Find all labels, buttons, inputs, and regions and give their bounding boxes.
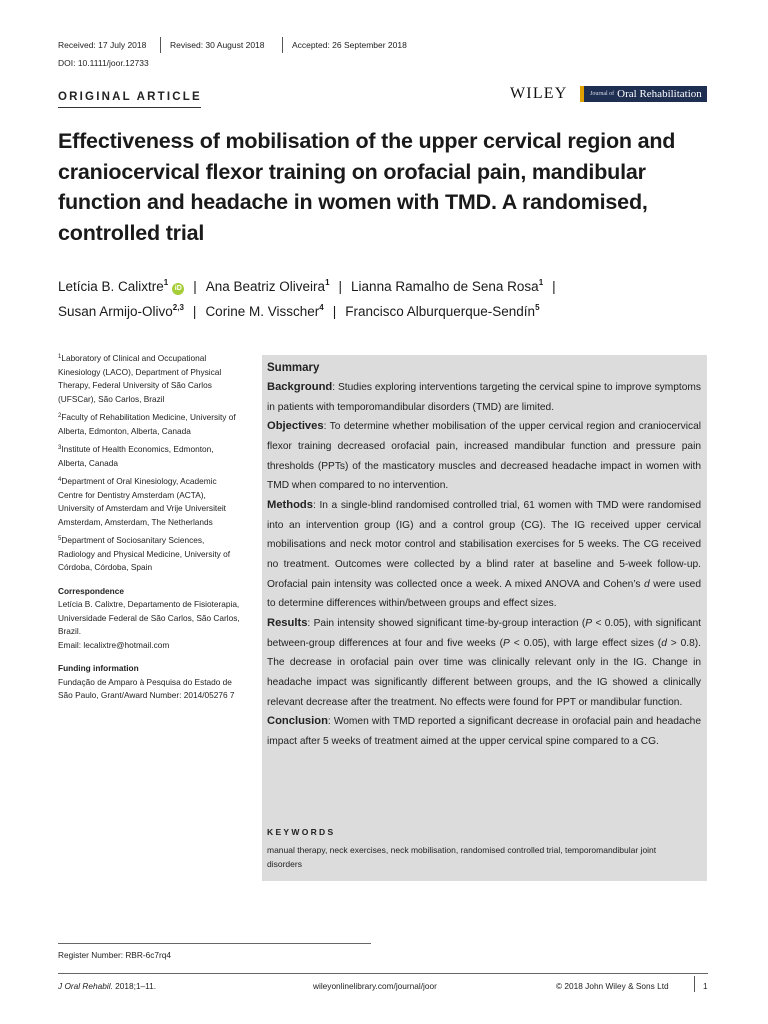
affiliation: $^4$Department of Oral Kinesiology, Academic Centre for Dentistry Amsterdam (ACTA), University of Amsterdam and Vrije Universiteit Amsterdam, Amsterdam, The Netherlands [58, 476, 226, 527]
summary-methods: Methods: In a single-blind randomised controlled trial, 61 women with TMD were randomised into an intervention group (IG) and a control group (CG). The IG received upper cervical mobilisations and neck motor control and stabilisation exercises for 5 weeks. The CG received no treatment. Outcomes were collected by a blind rater at baseline and 5-week follow-up. Orofacial pain intensity was collected once a week. A mixed ANOVA and Cohen’s d were used to determine differences within/between groups and effect sizes. [267, 498, 701, 610]
summary-objectives: Objectives: To determine whether mobilisation of the upper cervical region and craniocervical flexor training decreased orofacial pain, increased mandibular function and pressure pain thresholds (PPTs) of the masticatory muscles and decreased headache impact in women with TMD when compared to no intervention. [267, 420, 701, 492]
funding-label: Funding information [58, 663, 139, 673]
summary-box [262, 355, 707, 881]
author-name[interactable]: Francisco Alburquerque-Sendín$^5$ [345, 303, 540, 319]
correspondence-email[interactable]: Email: lecalixtre@hotmail.com [58, 639, 170, 650]
article-title: Effectiveness of mobilisation of the upper cervical region and craniocervical flexor training on orofacial pain, mandibular function and headache in women with TMD. A randomised, controlled trial [58, 129, 676, 245]
summary-title: Summary [267, 362, 320, 374]
affiliation: $^1$Laboratory of Clinical and Occupational Kinesiology (LACO), Department of Physical Therapy, Federal University of São Carlos (UFSCar), São Carlos, Brazil [58, 353, 222, 404]
journal-logo [580, 86, 707, 102]
register-number: Register Number: RBR-6c7rq4 [58, 950, 171, 960]
keywords-text: manual therapy, neck exercises, neck mobilisation, randomised controlled trial, temporomandibular joint disorders [267, 845, 657, 869]
footer-rule [58, 973, 708, 974]
affiliations-column [58, 352, 242, 708]
author-name[interactable]: Corine M. Visscher$^4$ [205, 303, 324, 319]
author-separator: | [338, 279, 343, 294]
header-divider [282, 37, 283, 53]
author-line-2 [58, 299, 708, 324]
article-type-label: ORIGINAL ARTICLE [58, 91, 202, 103]
affiliation: $^3$Institute of Health Economics, Edmonton, Alberta, Canada [58, 444, 214, 468]
affiliation: $^2$Faculty of Rehabilitation Medicine, University of Alberta, Edmonton, Alberta, Canada [58, 412, 236, 436]
summary-background: Background: Studies exploring interventions targeting the cervical spine to improve symptoms in patients with temporomandibular disorders (TMD) are limited. [267, 381, 701, 413]
revised-date: Revised: 30 August 2018 [170, 40, 265, 50]
summary-text [267, 378, 701, 751]
author-name[interactable]: Ana Beatriz Oliveira$^1$ [205, 278, 330, 294]
article-type-underline [58, 107, 201, 108]
author-separator: | [192, 304, 197, 319]
author-list [58, 274, 708, 324]
author-separator: | [552, 279, 556, 294]
funding-text: Fundação de Amparo à Pesquisa do Estado de São Paulo, Grant/Award Number: 2014/05276 7 [58, 676, 235, 700]
journal-logo-accent [580, 86, 584, 102]
summary-conclusion: Conclusion: Women with TMD reported a significant decrease in orofacial pain and headache impact after 5 weeks of treatment aimed at the upper cervical spine compared to a CG. [267, 715, 701, 747]
orcid-icon[interactable]: iD [172, 283, 184, 295]
funding [58, 662, 242, 703]
author-name[interactable]: Lianna Ramalho de Sena Rosa$^1$ [351, 278, 544, 294]
author-separator: | [332, 304, 337, 319]
journal-logo-name: Oral Rehabilitation [617, 88, 702, 100]
footer-divider [694, 976, 695, 992]
correspondence [58, 585, 242, 653]
journal-logo-prefix: Journal of [590, 91, 615, 97]
accepted-date: Accepted: 26 September 2018 [292, 40, 407, 50]
keywords-title: KEYWORDS [267, 827, 336, 837]
author-name[interactable]: Letícia B. Calixtre$^1$ [58, 278, 169, 294]
doi[interactable]: DOI: 10.1111/joor.12733 [58, 58, 149, 68]
footnote-rule [58, 943, 371, 944]
page-number: 1 [703, 981, 708, 991]
author-name[interactable]: Susan Armijo-Olivo$^{2,3}$ [58, 303, 184, 319]
affiliation: $^5$Department of Sociosanitary Sciences, Radiology and Physical Medicine, University of Córdoba, Córdoba, Spain [58, 535, 231, 572]
footer-copyright: © 2018 John Wiley & Sons Ltd [556, 981, 669, 991]
received-date: Received: 17 July 2018 [58, 40, 147, 50]
header-divider [160, 37, 161, 53]
summary-results: Results: Pain intensity showed significant time-by-group interaction (P < 0.05), with significant between-group differences at four and five weeks (P < 0.05), with large effect sizes (d > 0.8). The decrease in orofacial pain over time was clinically relevant only in the IG. Change in headache impact was significantly different between groups, and the IG showed a clinically relevant decrease after the treatment. No effects were found for PPT or mandibular function. [267, 616, 701, 708]
footer-citation: J Oral Rehabil. 2018;1–11. [58, 981, 157, 991]
publisher-logo: WILEY [510, 85, 568, 102]
footer-url[interactable]: wileyonlinelibrary.com/journal/joor [313, 981, 437, 991]
author-line-1 [58, 274, 708, 299]
author-separator: | [193, 279, 197, 294]
correspondence-label: Correspondence [58, 585, 124, 596]
correspondence-address: Letícia B. Calixtre, Departamento de Fisioterapia, Universidade Federal de São Carlos, São Carlos, Brazil. [58, 599, 240, 636]
